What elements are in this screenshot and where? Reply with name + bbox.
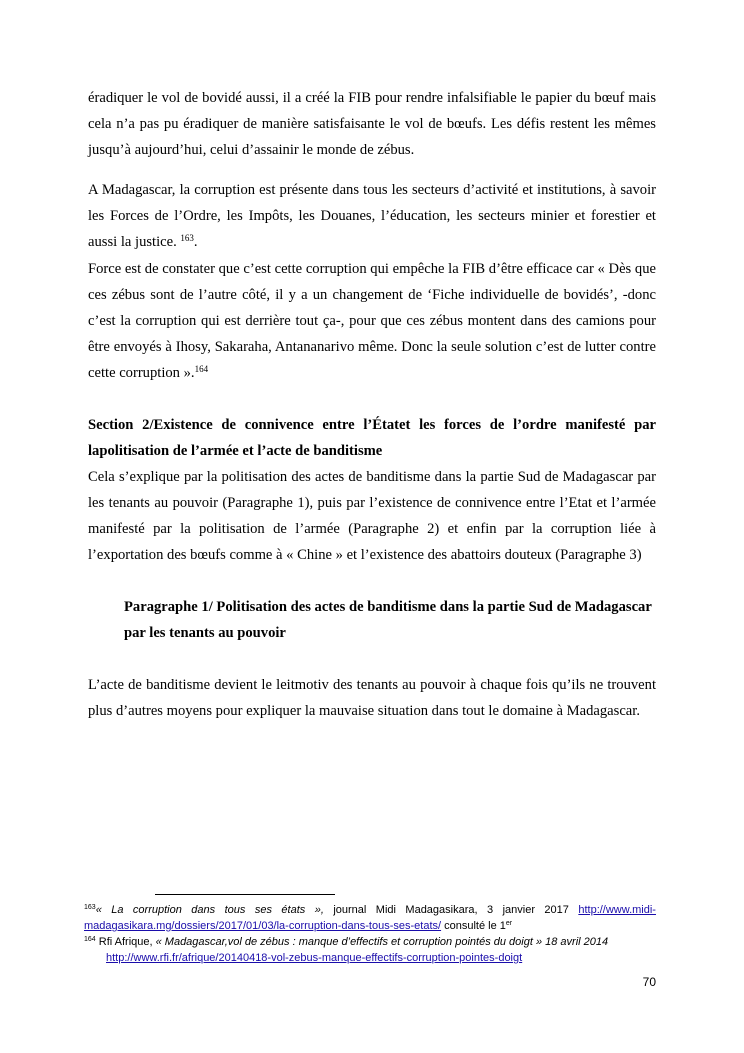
footnote-source: Rfi Afrique, xyxy=(95,936,156,948)
footnote-consulted: consulté le 1 xyxy=(441,920,506,932)
footnote-mark: 164 xyxy=(84,936,96,943)
section-heading: Section 2/Existence de connivence entre l’Étatet les forces de l’ordre manifesté par lapolitisation de l’armée et l’acte de banditisme xyxy=(88,417,656,459)
footnote-source: journal Midi Madagasikara, 3 janvier 2017 xyxy=(323,904,579,916)
footnote-ref-164[interactable]: 164 xyxy=(194,364,209,374)
body-paragraph-2 xyxy=(88,177,656,255)
body-paragraph-1: éradiquer le vol de bovidé aussi, il a créé la FIB pour rendre infalsifiable le papier du bœuf mais cela n’a pas pu éradiquer de manière satisfaisante le vol de bœufs. Les défis restent les mêmes jusqu’à aujourd’hui, celui d’assainir le monde de zébus. xyxy=(88,90,656,158)
footnote-separator xyxy=(155,894,335,895)
paragraph-3-text: Force est de constater que c’est cette corruption qui empêche la FIB d’être efficace car « Dès que ces zébus sont de l’autre côté, il y a un changement de ‘Fiche individuelle de bovidés’, -donc c’est la corruption qui est derrière tout ça-, pour que ces zébus montent dans des camions pour être envoyés à Ihosy, Sakaraha, Antananarivo même. Donc la seule solution c’est de lutter contre cette corruption ». xyxy=(88,261,656,381)
body-paragraph-4: Cela s’explique par la politisation des actes de banditisme dans la partie Sud de Madagascar par les tenants au pouvoir (Paragraphe 1), puis par l’existence de connivence entre l’Etat et l’armée manifesté par la politisation de l’armée (Paragraphe 2) et enfin par la corruption liée à l’exportation des bœufs comme à « Chine » et l’existence des abattoirs douteux (Paragraphe 3) xyxy=(88,469,656,563)
footnote-ref-163[interactable]: 163 xyxy=(180,233,194,243)
footnote-mark: 163 xyxy=(84,904,96,911)
footnote-163 xyxy=(84,902,656,934)
footnote-link-line xyxy=(84,950,656,966)
paragraph-2-end: . xyxy=(193,234,198,250)
footnote-link[interactable]: http://www.rfi.fr/afrique/20140418-vol-zebus-manque-effectifs-corruption-pointes-doigt xyxy=(106,952,523,964)
footnote-title: « Madagascar,vol de zébus : manque d’effectifs et corruption pointés du doigt » 18 avril 2014 xyxy=(155,936,609,948)
page-number: 70 xyxy=(642,975,656,989)
footnote-ordinal: er xyxy=(505,920,513,927)
paragraph-2-text: A Madagascar, la corruption est présente dans tous les secteurs d’activité et institutions, à savoir les Forces de l’Ordre, les Impôts, les Douanes, l’éducation, les secteurs minier et forestier et aussi la justice. xyxy=(88,182,656,250)
footnote-164 xyxy=(84,934,656,966)
footnote-link[interactable]: http://www.midi-madagasikara.mg/dossiers/2017/01/03/la-corruption-dans-tous-ses-etats/ xyxy=(84,904,656,932)
body-paragraph-5: L’acte de banditisme devient le leitmotiv des tenants au pouvoir à chaque fois qu’ils ne trouvent plus d’autres moyens pour expliquer la mauvaise situation dans tout le domaine à Madagascar. xyxy=(88,677,656,719)
footnote-title: « La corruption dans tous ses états », xyxy=(95,904,324,916)
body-paragraph-3 xyxy=(88,256,656,386)
paragraph-heading: Paragraphe 1/ Politisation des actes de banditisme dans la partie Sud de Madagascar par les tenants au pouvoir xyxy=(124,599,652,641)
